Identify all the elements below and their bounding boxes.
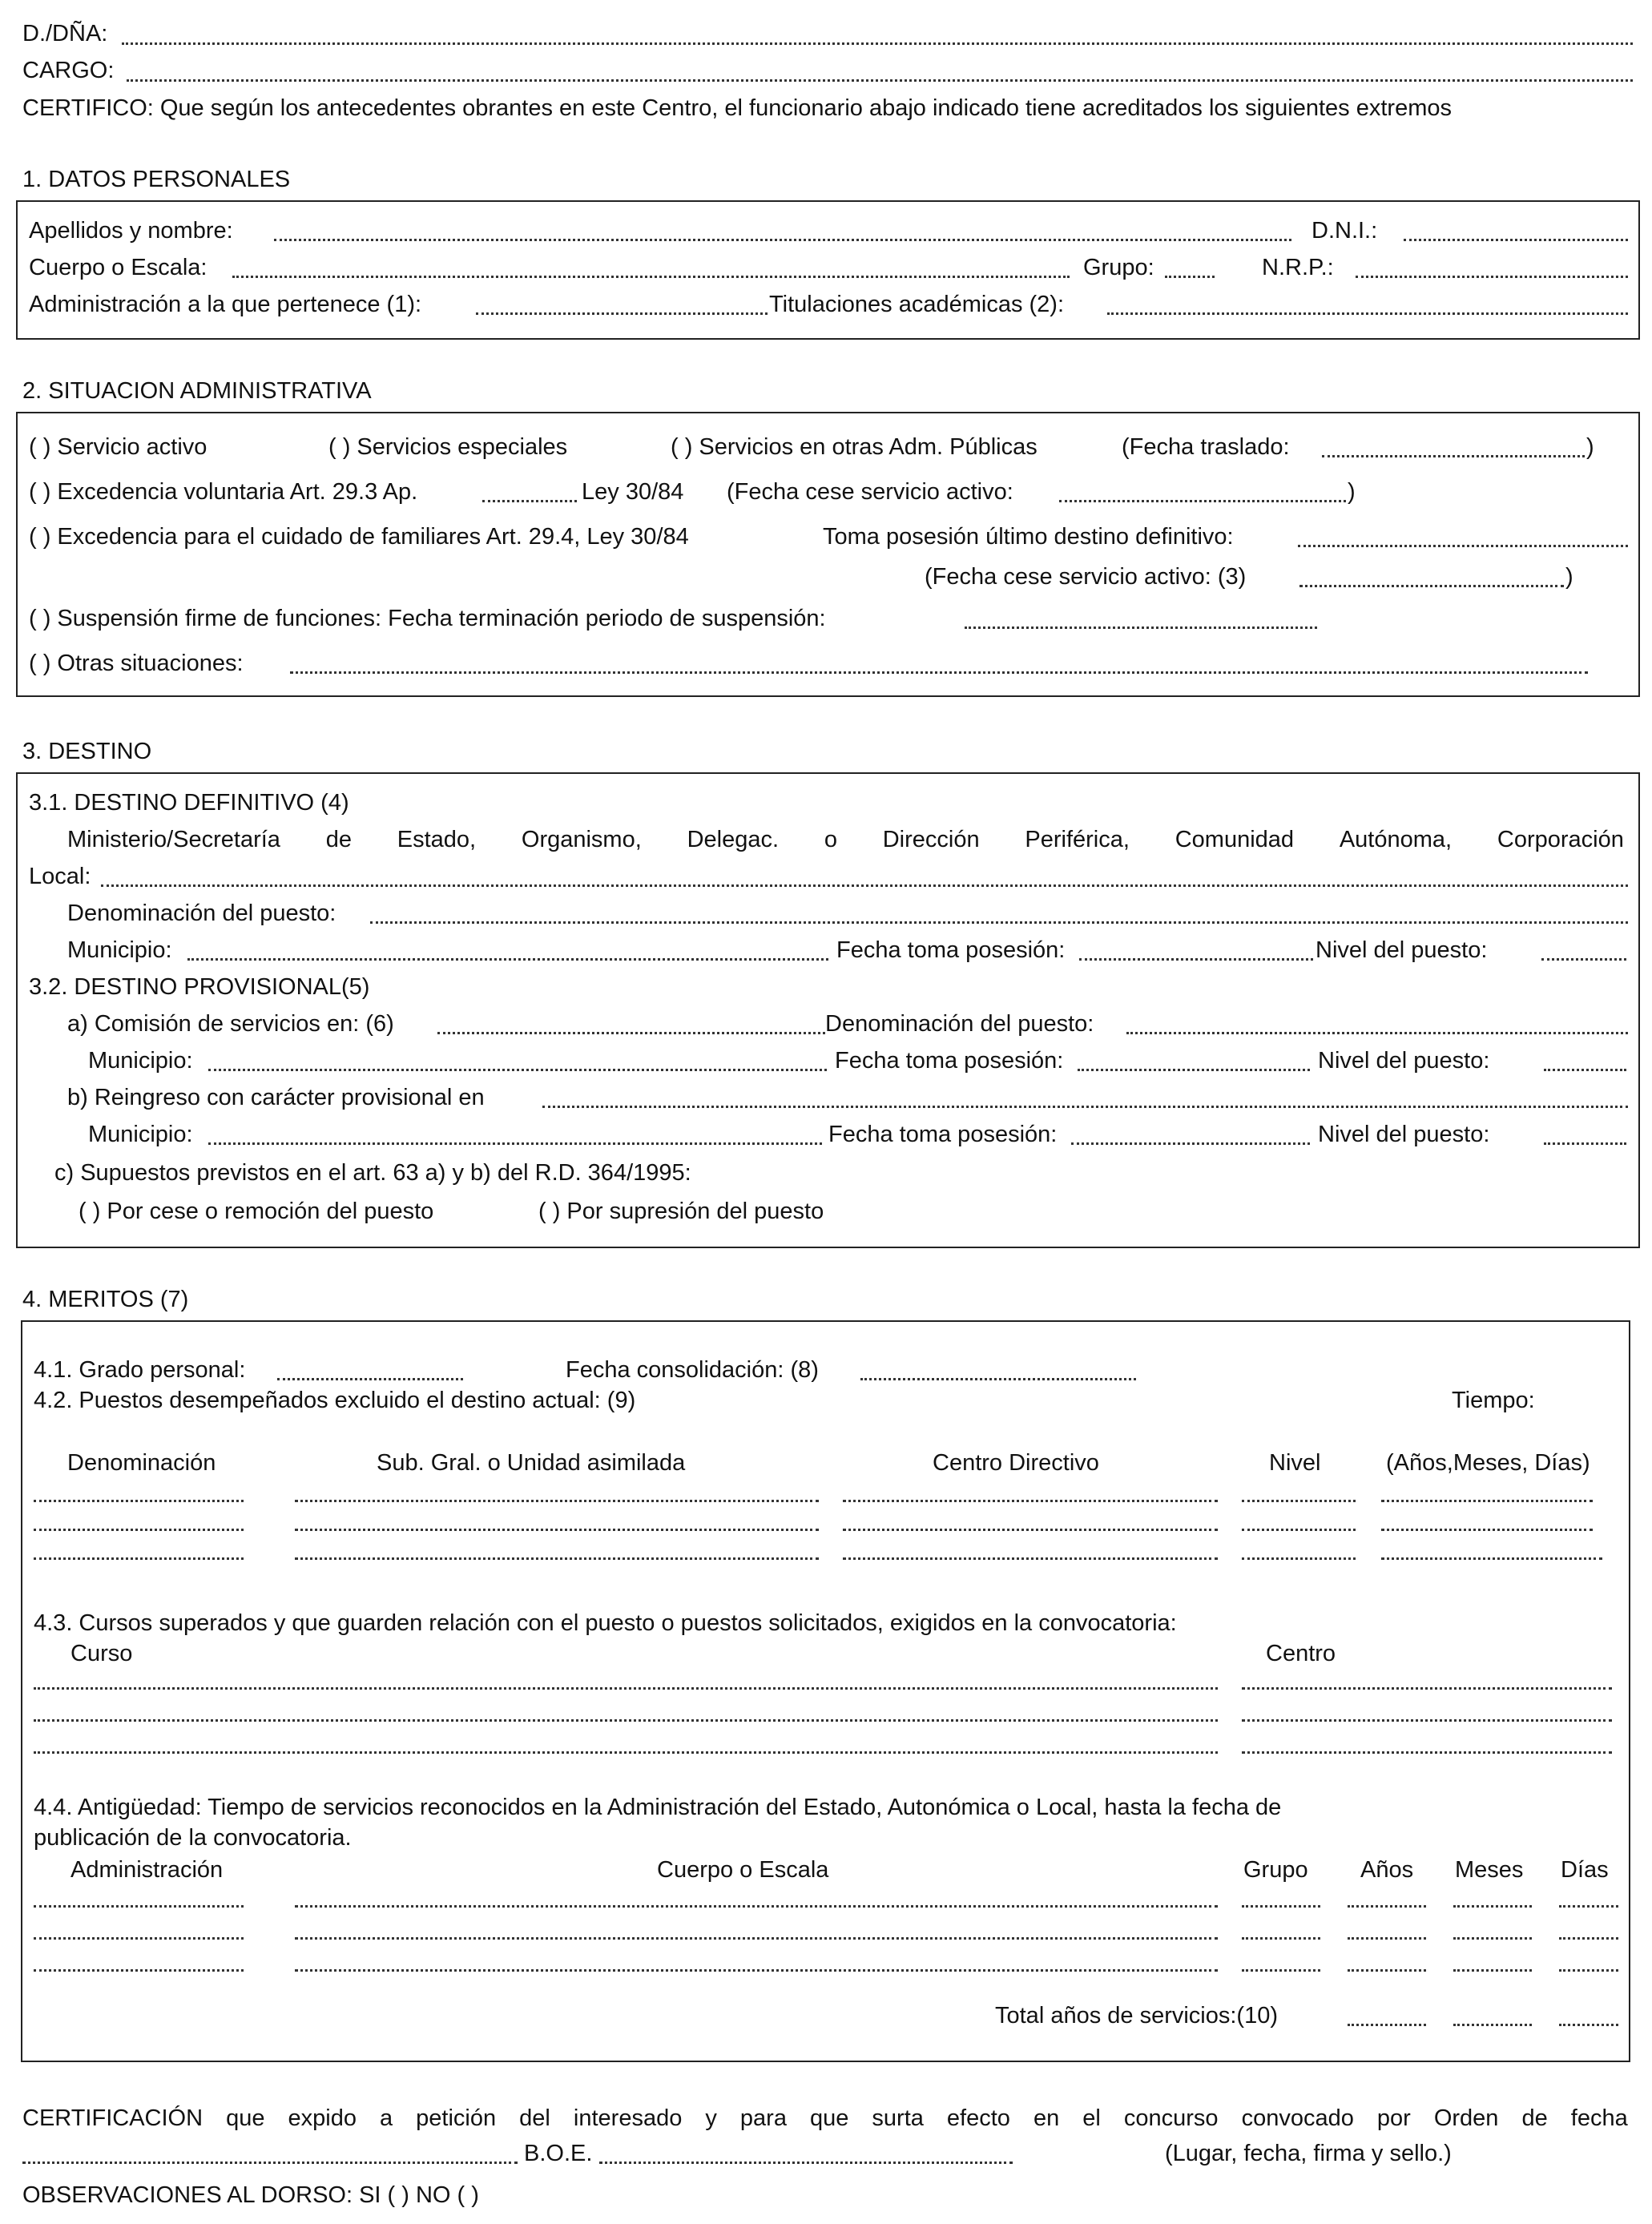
total-dias-field[interactable] (1559, 2024, 1618, 2026)
denominacion-field[interactable] (370, 921, 1628, 924)
comision-label: a) Comisión de servicios en: (6) (67, 1011, 394, 1037)
fecha-cese-3-label: (Fecha cese servicio activo: (3) (925, 564, 1247, 590)
dni-field[interactable] (1404, 239, 1628, 241)
puestos-label: 4.2. Puestos desempeñados excluido el destino actual: (9) (34, 1388, 636, 1413)
row-field[interactable] (1242, 1687, 1612, 1690)
cursos-label: 4.3. Cursos superados y que guarden relación con el puesto o puestos solicitados, exigidos en la convocatoria: (34, 1610, 1177, 1636)
col-nivel: Nivel (1269, 1450, 1321, 1476)
supuestos-label: c) Supuestos previstos en el art. 63 a) y b) del R.D. 364/1995: (54, 1160, 691, 1186)
nivel-label: Nivel del puesto: (1316, 937, 1488, 963)
row-field[interactable] (295, 1529, 819, 1531)
fecha-cese-label: (Fecha cese servicio activo: (727, 479, 1013, 505)
row-field[interactable] (1559, 1937, 1618, 1940)
paren-close: ) (1565, 564, 1573, 590)
nivel-field[interactable] (1541, 958, 1626, 961)
certificacion-word: convocado (1241, 2105, 1354, 2131)
boe-field[interactable] (599, 2162, 1013, 2164)
row-field[interactable] (1381, 1500, 1593, 1502)
apellidos-label: Apellidos y nombre: (29, 218, 233, 244)
certificacion-word: para (739, 2105, 787, 2131)
row-field[interactable] (1381, 1529, 1593, 1531)
col-anos: Años (1360, 1857, 1414, 1883)
section-3-box (16, 772, 1640, 1248)
nivel-label: Nivel del puesto: (1318, 1048, 1490, 1074)
observaciones-label[interactable]: OBSERVACIONES AL DORSO: SI ( ) NO ( ) (22, 2182, 479, 2208)
col-curso: Curso (71, 1641, 133, 1666)
grupo-field[interactable] (1165, 276, 1215, 278)
row-field[interactable] (34, 1905, 244, 1908)
row-field[interactable] (34, 1500, 244, 1502)
ministerio-word: Estado, (397, 827, 477, 852)
row-field[interactable] (1242, 1937, 1320, 1940)
apellidos-field[interactable] (274, 239, 1291, 241)
titulaciones-field[interactable] (1107, 312, 1628, 315)
ministerio-word: Dirección (882, 827, 980, 852)
total-label: Total años de servicios:(10) (995, 2003, 1278, 2029)
section-1-title: 1. DATOS PERSONALES (22, 167, 291, 192)
comision-denominacion-field[interactable] (1126, 1032, 1628, 1034)
ministerio-line (67, 828, 1624, 852)
row-field[interactable] (1348, 1905, 1426, 1908)
ley-label: Ley 30/84 (582, 479, 684, 505)
certificacion-text (22, 2107, 1628, 2130)
comision-nivel-field[interactable] (1544, 1069, 1626, 1071)
fecha-toma-label: Fecha toma posesión: (836, 937, 1066, 963)
fecha-consolidacion-label: Fecha consolidación: (8) (566, 1357, 819, 1383)
ministerio-word: o (824, 827, 837, 852)
row-field[interactable] (295, 1969, 1218, 1972)
reingreso-label: b) Reingreso con carácter provisional en (67, 1085, 485, 1110)
fecha-consolidacion-field[interactable] (860, 1378, 1136, 1380)
lugar-label: (Lugar, fecha, firma y sello.) (1165, 2141, 1452, 2166)
excedencia-voluntaria-option[interactable]: ( ) Excedencia voluntaria Art. 29.3 Ap. (29, 479, 418, 505)
certificacion-word: en (1033, 2105, 1060, 2131)
grado-label: 4.1. Grado personal: (34, 1357, 246, 1383)
row-field[interactable] (295, 1905, 1218, 1908)
row-field[interactable] (34, 1557, 244, 1560)
fecha-cese-field[interactable] (1059, 500, 1346, 502)
section-4-title: 4. MERITOS (7) (22, 1287, 189, 1312)
col-dias: Días (1561, 1857, 1609, 1883)
cargo-field[interactable] (127, 79, 1633, 82)
reingreso-fecha-field[interactable] (1071, 1142, 1310, 1145)
antiguedad-label-2: publicación de la convocatoria. (34, 1825, 352, 1851)
row-field[interactable] (1242, 1529, 1356, 1531)
comision-field[interactable] (437, 1032, 825, 1034)
dona-label: D./DÑA: (22, 21, 108, 46)
cuerpo-field[interactable] (232, 276, 1070, 278)
ministerio-word: Ministerio/Secretaría (67, 827, 280, 852)
suspension-option[interactable]: ( ) Suspensión firme de funciones: Fecha terminación periodo de suspensión: (29, 606, 826, 631)
comision-denominacion-label: Denominación del puesto: (825, 1011, 1094, 1037)
row-field[interactable] (34, 1529, 244, 1531)
row-field[interactable] (295, 1557, 819, 1560)
section-2-box (16, 412, 1640, 697)
row-field[interactable] (34, 1687, 1218, 1690)
row-field[interactable] (1559, 1905, 1618, 1908)
municipio-label: Municipio: (88, 1048, 193, 1074)
municipio-label: Municipio: (88, 1122, 193, 1147)
certificacion-word: el (1082, 2105, 1101, 2131)
reingreso-field[interactable] (542, 1106, 1628, 1108)
section-2-title: 2. SITUACION ADMINISTRATIVA (22, 378, 372, 404)
reingreso-nivel-field[interactable] (1544, 1142, 1626, 1145)
denominacion-label: Denominación del puesto: (67, 900, 336, 926)
excedencia-familiares-option[interactable]: ( ) Excedencia para el cuidado de familiares Art. 29.4, Ley 30/84 (29, 524, 689, 550)
municipio-label: Municipio: (67, 937, 172, 963)
orden-fecha-field[interactable] (22, 2162, 518, 2164)
ministerio-word: Comunidad (1175, 827, 1295, 852)
row-field[interactable] (1242, 1905, 1320, 1908)
servicio-activo-option[interactable]: ( ) Servicio activo (29, 434, 208, 460)
row-field[interactable] (34, 1751, 1218, 1754)
ministerio-word: Autónoma, (1339, 827, 1453, 852)
section-3-title: 3. DESTINO (22, 739, 152, 764)
row-field[interactable] (34, 1969, 244, 1972)
col-centro: Centro (1266, 1641, 1336, 1666)
col-administracion: Administración (71, 1857, 224, 1883)
otras-situaciones-field[interactable] (290, 671, 1588, 674)
certificacion-word: interesado (573, 2105, 683, 2131)
supresion-option[interactable]: ( ) Por supresión del puesto (538, 1199, 824, 1224)
administracion-label: Administración a la que pertenece (1): (29, 292, 422, 317)
ministerio-word: Organismo, (521, 827, 642, 852)
boe-label: B.O.E. (524, 2141, 593, 2166)
row-field[interactable] (1453, 1937, 1532, 1940)
row-field[interactable] (1348, 1969, 1426, 1972)
dona-field[interactable] (122, 42, 1633, 45)
dni-label: D.N.I.: (1312, 218, 1378, 244)
col-grupo: Grupo (1243, 1857, 1308, 1883)
certifico-text: CERTIFICO: Que según los antecedentes obrantes en este Centro, el funcionario abajo indicado tiene acreditados los siguientes extremos (22, 95, 1452, 121)
certificacion-word: CERTIFICACIÓN (22, 2105, 203, 2131)
col-tiempo: (Años,Meses, Días) (1386, 1450, 1590, 1476)
col-subgral: Sub. Gral. o Unidad asimilada (377, 1450, 686, 1476)
servicios-otras-option[interactable]: ( ) Servicios en otras Adm. Públicas (671, 434, 1038, 460)
reingreso-municipio-field[interactable] (208, 1142, 822, 1145)
certificacion-word: fecha (1570, 2105, 1628, 2131)
row-field[interactable] (843, 1529, 1218, 1531)
paren-close: ) (1586, 434, 1594, 460)
row-field[interactable] (1242, 1500, 1356, 1502)
ministerio-word: Corporación (1497, 827, 1624, 852)
row-field[interactable] (34, 1937, 244, 1940)
comision-municipio-field[interactable] (208, 1069, 827, 1071)
certificacion-word: a (380, 2105, 393, 2131)
ministerio-word: Periférica, (1025, 827, 1130, 852)
total-anos-field[interactable] (1348, 2024, 1426, 2026)
row-field[interactable] (295, 1500, 819, 1502)
fecha-toma-label: Fecha toma posesión: (828, 1122, 1058, 1147)
certificacion-word: petición (416, 2105, 497, 2131)
certificacion-word: por (1376, 2105, 1411, 2131)
tiempo-label: Tiempo: (1452, 1388, 1535, 1413)
section-4-box (21, 1320, 1630, 2062)
certificacion-word: del (519, 2105, 550, 2131)
certificacion-word: concurso (1123, 2105, 1219, 2131)
toma-posesion-field[interactable] (1298, 545, 1628, 547)
nivel-label: Nivel del puesto: (1318, 1122, 1490, 1147)
local-label: Local: (29, 864, 91, 889)
certificacion-word: que (226, 2105, 265, 2131)
antiguedad-label: 4.4. Antigüedad: Tiempo de servicios reconocidos en la Administración del Estado, Autonómica o Local, hasta la fecha de (34, 1795, 1282, 1820)
grupo-label: Grupo: (1083, 255, 1154, 280)
row-field[interactable] (1348, 1937, 1426, 1940)
certificacion-word: de (1521, 2105, 1548, 2131)
cese-option[interactable]: ( ) Por cese o remoción del puesto (79, 1199, 434, 1224)
titulaciones-label: Titulaciones académicas (2): (769, 292, 1065, 317)
certificacion-word: Orden (1433, 2105, 1499, 2131)
suspension-field[interactable] (965, 627, 1317, 629)
fecha-traslado-label: (Fecha traslado: (1122, 434, 1290, 460)
row-field[interactable] (1242, 1557, 1356, 1560)
row-field[interactable] (1453, 1969, 1532, 1972)
administracion-field[interactable] (476, 312, 768, 315)
servicios-especiales-option[interactable]: ( ) Servicios especiales (328, 434, 568, 460)
certificacion-word: surta (872, 2105, 924, 2131)
row-field[interactable] (843, 1557, 1218, 1560)
row-field[interactable] (1242, 1719, 1612, 1722)
fecha-toma-label: Fecha toma posesión: (835, 1048, 1064, 1074)
fecha-traslado-field[interactable] (1322, 455, 1585, 457)
destino-provisional-title: 3.2. DESTINO PROVISIONAL(5) (29, 974, 370, 1000)
row-field[interactable] (1381, 1557, 1602, 1560)
col-centro-directivo: Centro Directivo (933, 1450, 1099, 1476)
grado-field[interactable] (277, 1378, 463, 1380)
row-field[interactable] (1242, 1969, 1320, 1972)
certificacion-word: que (809, 2105, 849, 2131)
row-field[interactable] (1559, 1969, 1618, 1972)
row-field[interactable] (295, 1937, 1218, 1940)
certificacion-word: expido (288, 2105, 357, 2131)
ministerio-word: Delegac. (687, 827, 780, 852)
fecha-toma-field[interactable] (1079, 958, 1313, 961)
paren-close: ) (1348, 479, 1356, 505)
cargo-label: CARGO: (22, 58, 115, 83)
otras-situaciones-option[interactable]: ( ) Otras situaciones: (29, 651, 244, 676)
certificacion-word: efecto (946, 2105, 1010, 2131)
row-field[interactable] (1453, 1905, 1532, 1908)
municipio-field[interactable] (187, 958, 828, 961)
comision-fecha-field[interactable] (1078, 1069, 1310, 1071)
total-meses-field[interactable] (1453, 2024, 1532, 2026)
row-field[interactable] (1242, 1751, 1612, 1754)
fecha-cese-3-field[interactable] (1299, 585, 1564, 587)
row-field[interactable] (843, 1500, 1218, 1502)
col-meses: Meses (1455, 1857, 1524, 1883)
ministerio-word: de (325, 827, 352, 852)
toma-posesion-label: Toma posesión último destino definitivo: (823, 524, 1234, 550)
nrp-field[interactable] (1356, 276, 1628, 278)
col-cuerpo-escala: Cuerpo o Escala (657, 1857, 829, 1883)
destino-definitivo-title: 3.1. DESTINO DEFINITIVO (4) (29, 790, 349, 816)
row-field[interactable] (34, 1719, 1218, 1722)
local-field[interactable] (101, 884, 1628, 887)
section-1-box (16, 200, 1640, 340)
col-denominacion: Denominación (67, 1450, 216, 1476)
nrp-label: N.R.P.: (1262, 255, 1334, 280)
certificacion-word: y (705, 2105, 717, 2131)
apartado-field[interactable] (482, 500, 577, 502)
cuerpo-label: Cuerpo o Escala: (29, 255, 208, 280)
